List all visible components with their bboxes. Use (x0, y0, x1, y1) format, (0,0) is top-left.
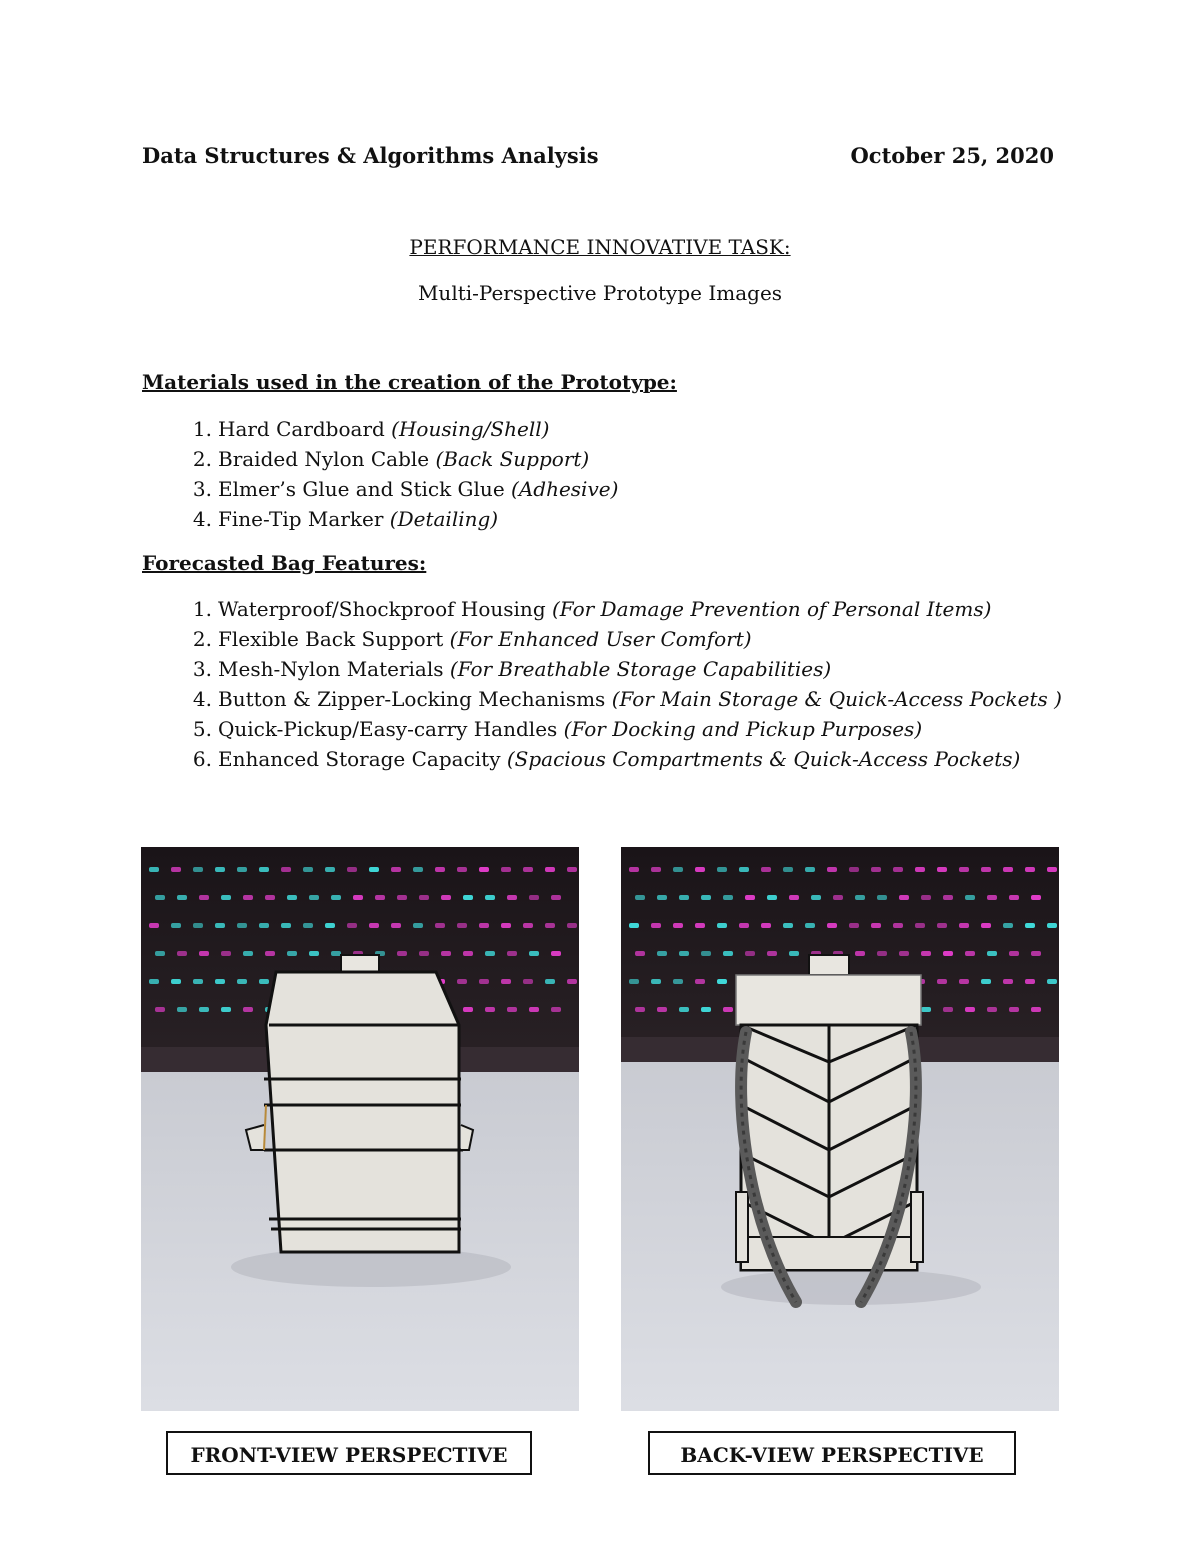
keyboard-key-light (695, 923, 705, 928)
keyboard-key-light (237, 867, 247, 872)
keyboard-key-light (915, 923, 925, 928)
keyboard-key-light (529, 1007, 539, 1012)
keyboard-key-light (567, 867, 577, 872)
keyboard-key-light (325, 867, 335, 872)
keyboard-key-light (347, 867, 357, 872)
keyboard-key-light (479, 923, 489, 928)
keyboard-key-light (215, 979, 225, 984)
keyboard-key-light (419, 895, 429, 900)
keyboard-key-light (739, 923, 749, 928)
keyboard-key-light (635, 951, 645, 956)
keyboard-key-light (155, 1007, 165, 1012)
keyboard-key-light (529, 895, 539, 900)
item-note: (For Docking and Pickup Purposes) (563, 717, 923, 741)
keyboard-key-light (629, 979, 639, 984)
keyboard-key-light (723, 895, 733, 900)
keyboard-key-light (651, 867, 661, 872)
keyboard-key-light (457, 979, 467, 984)
keyboard-key-light (1047, 923, 1057, 928)
keyboard-key-light (551, 951, 561, 956)
keyboard-key-light (303, 923, 313, 928)
keyboard-key-light (871, 867, 881, 872)
keyboard-key-light (673, 979, 683, 984)
item-text: Enhanced Storage Capacity (218, 747, 501, 771)
keyboard-key-light (523, 979, 533, 984)
keyboard-key-light (193, 979, 203, 984)
keyboard-key-light (259, 923, 269, 928)
item-note: (Spacious Compartments & Quick-Access Pockets) (506, 747, 1021, 771)
keyboard-key-light (701, 1007, 711, 1012)
keyboard-key-light (507, 1007, 517, 1012)
keyboard-key-light (369, 923, 379, 928)
item-note: (Detailing) (389, 507, 499, 531)
keyboard-key-light (215, 923, 225, 928)
keyboard-key-light (695, 979, 705, 984)
keyboard-key-light (479, 979, 489, 984)
keyboard-key-light (893, 923, 903, 928)
keyboard-key-light (193, 867, 203, 872)
keyboard-key-light (567, 923, 577, 928)
keyboard-key-light (545, 979, 555, 984)
keyboard-key-light (529, 951, 539, 956)
keyboard-key-light (221, 951, 231, 956)
keyboard-key-light (177, 951, 187, 956)
keyboard-key-light (375, 895, 385, 900)
keyboard-key-light (937, 979, 947, 984)
item-number: 5. (192, 717, 212, 741)
keyboard-key-light (1009, 895, 1019, 900)
item-note: (For Enhanced User Comfort) (449, 627, 752, 651)
item-note: (For Breathable Storage Capabilities) (449, 657, 832, 681)
list-item (168, 474, 618, 504)
keyboard-key-light (827, 923, 837, 928)
keyboard-key-light (745, 951, 755, 956)
keyboard-key-light (981, 923, 991, 928)
keyboard-key-light (243, 895, 253, 900)
keyboard-key-light (309, 951, 319, 956)
keyboard-key-light (177, 895, 187, 900)
item-number: 4. (192, 507, 212, 531)
keyboard-key-light (673, 867, 683, 872)
keyboard-key-light (221, 1007, 231, 1012)
keyboard-key-light (745, 895, 755, 900)
features-heading: Forecasted Bag Features: (142, 551, 427, 575)
keyboard-key-light (761, 923, 771, 928)
keyboard-key-light (717, 979, 727, 984)
keyboard-key-light (981, 867, 991, 872)
keyboard-key-light (833, 895, 843, 900)
keyboard-key-light (441, 895, 451, 900)
keyboard-key-light (501, 923, 511, 928)
keyboard-key-light (149, 867, 159, 872)
keyboard-key-light (877, 895, 887, 900)
keyboard-key-light (987, 895, 997, 900)
keyboard-key-light (259, 867, 269, 872)
keyboard-key-light (701, 951, 711, 956)
list-item (168, 714, 1062, 744)
keyboard-key-light (435, 923, 445, 928)
keyboard-key-light (1047, 867, 1057, 872)
keyboard-key-light (635, 1007, 645, 1012)
keyboard-key-light (871, 923, 881, 928)
item-text: Fine-Tip Marker (218, 507, 384, 531)
keyboard-key-light (463, 1007, 473, 1012)
keyboard-key-light (695, 867, 705, 872)
keyboard-key-light (221, 895, 231, 900)
keyboard-key-light (463, 895, 473, 900)
keyboard-key-light (457, 923, 467, 928)
keyboard-key-light (1031, 1007, 1041, 1012)
keyboard-key-light (827, 867, 837, 872)
keyboard-key-light (435, 867, 445, 872)
keyboard-key-light (789, 895, 799, 900)
keyboard-key-light (155, 895, 165, 900)
list-item (168, 414, 618, 444)
keyboard-key-light (281, 923, 291, 928)
keyboard-key-light (679, 1007, 689, 1012)
item-number: 6. (192, 747, 212, 771)
keyboard-key-light (767, 895, 777, 900)
keyboard-key-light (1031, 895, 1041, 900)
keyboard-key-light (651, 923, 661, 928)
keyboard-key-light (193, 923, 203, 928)
keyboard-key-light (651, 979, 661, 984)
keyboard-key-light (243, 951, 253, 956)
back-view-photo (621, 847, 1059, 1411)
keyboard-key-light (915, 867, 925, 872)
keyboard-key-light (921, 1007, 931, 1012)
features-list (168, 594, 1062, 774)
item-text: Quick-Pickup/Easy-carry Handles (218, 717, 558, 741)
keyboard-key-light (921, 951, 931, 956)
keyboard-key-light (1047, 979, 1057, 984)
keyboard-key-light (739, 867, 749, 872)
keyboard-key-light (937, 867, 947, 872)
keyboard-key-light (265, 951, 275, 956)
keyboard-key-light (635, 895, 645, 900)
list-item (168, 444, 618, 474)
keyboard-key-light (507, 951, 517, 956)
item-number: 2. (192, 447, 212, 471)
keyboard-key-light (171, 867, 181, 872)
keyboard-key-light (485, 895, 495, 900)
keyboard-key-light (921, 895, 931, 900)
keyboard-key-light (171, 979, 181, 984)
keyboard-key-light (523, 867, 533, 872)
keyboard-key-light (331, 951, 341, 956)
keyboard-key-light (441, 951, 451, 956)
keyboard-key-light (413, 867, 423, 872)
task-title: PERFORMANCE INNOVATIVE TASK: (409, 235, 791, 259)
keyboard-key-light (287, 951, 297, 956)
keyboard-key-light (1003, 923, 1013, 928)
list-item (168, 504, 618, 534)
keyboard-key-light (347, 923, 357, 928)
keyboard-key-light (987, 951, 997, 956)
keyboard-key-light (855, 895, 865, 900)
keyboard-key-light (463, 951, 473, 956)
keyboard-key-light (965, 951, 975, 956)
item-text: Braided Nylon Cable (218, 447, 430, 471)
keyboard-key-light (783, 867, 793, 872)
keyboard-key-light (959, 867, 969, 872)
item-text: Flexible Back Support (218, 627, 444, 651)
keyboard-key-light (629, 923, 639, 928)
keyboard-key-light (673, 923, 683, 928)
materials-list (168, 414, 618, 534)
keyboard-key-light (215, 867, 225, 872)
keyboard-key-light (177, 1007, 187, 1012)
keyboard-key-light (789, 951, 799, 956)
keyboard-key-light (1025, 923, 1035, 928)
keyboard-key-light (551, 895, 561, 900)
keyboard-key-light (391, 923, 401, 928)
task-subtitle: Multi-Perspective Prototype Images (417, 281, 783, 305)
keyboard-key-light (149, 923, 159, 928)
keyboard-key-light (523, 923, 533, 928)
keyboard-key-light (419, 951, 429, 956)
keyboard-key-light (265, 895, 275, 900)
keyboard-key-light (1003, 979, 1013, 984)
keyboard-key-light (723, 951, 733, 956)
keyboard-key-light (805, 923, 815, 928)
keyboard-key-light (717, 867, 727, 872)
keyboard-key-light (551, 1007, 561, 1012)
item-number: 3. (192, 657, 212, 681)
keyboard-key-light (237, 923, 247, 928)
keyboard-key-light (849, 867, 859, 872)
item-number: 2. (192, 627, 212, 651)
keyboard-key-light (237, 979, 247, 984)
keyboard-key-light (657, 951, 667, 956)
item-text: Hard Cardboard (218, 417, 385, 441)
keyboard-key-light (331, 895, 341, 900)
keyboard-key-light (849, 923, 859, 928)
list-item (168, 624, 1062, 654)
front-view-illustration (141, 847, 579, 1411)
item-text: Waterproof/Shockproof Housing (218, 597, 546, 621)
keyboard-key-light (899, 895, 909, 900)
keyboard-key-light (723, 1007, 733, 1012)
keyboard-key-light (281, 867, 291, 872)
item-note: (Adhesive) (511, 477, 619, 501)
item-note: (For Damage Prevention of Personal Items) (551, 597, 992, 621)
keyboard-key-light (965, 1007, 975, 1012)
keyboard-key-light (545, 867, 555, 872)
keyboard-key-light (485, 951, 495, 956)
keyboard-key-light (199, 951, 209, 956)
keyboard-key-light (937, 923, 947, 928)
keyboard-key-light (943, 895, 953, 900)
item-note: (For Main Storage & Quick-Access Pockets ) (611, 687, 1062, 711)
keyboard-key-light (485, 1007, 495, 1012)
item-number: 1. (192, 417, 212, 441)
keyboard-key-light (959, 923, 969, 928)
keyboard-key-light (899, 951, 909, 956)
keyboard-key-light (761, 867, 771, 872)
keyboard-key-light (981, 979, 991, 984)
item-text: Mesh-Nylon Materials (218, 657, 444, 681)
keyboard-key-light (353, 895, 363, 900)
keyboard-key-light (1003, 867, 1013, 872)
keyboard-key-light (199, 895, 209, 900)
keyboard-key-light (155, 951, 165, 956)
keyboard-key-light (959, 979, 969, 984)
item-note: (Back Support) (435, 447, 590, 471)
keyboard-key-light (501, 867, 511, 872)
course-title: Data Structures & Algorithms Analysis (142, 143, 599, 168)
item-number: 4. (192, 687, 212, 711)
keyboard-key-light (1009, 1007, 1019, 1012)
keyboard-key-light (811, 895, 821, 900)
keyboard-key-light (657, 1007, 667, 1012)
keyboard-key-light (303, 867, 313, 872)
list-item (168, 594, 1062, 624)
keyboard-key-light (629, 867, 639, 872)
keyboard-key-light (171, 923, 181, 928)
list-item (168, 744, 1062, 774)
keyboard-key-light (287, 895, 297, 900)
keyboard-key-light (943, 1007, 953, 1012)
front-view-photo (141, 847, 579, 1411)
document-date: October 25, 2020 (850, 143, 1054, 168)
keyboard-key-light (479, 867, 489, 872)
item-note: (Housing/Shell) (391, 417, 550, 441)
keyboard-key-light (199, 1007, 209, 1012)
item-text: Button & Zipper-Locking Mechanisms (218, 687, 606, 711)
keyboard-key-light (309, 895, 319, 900)
keyboard-key-light (567, 979, 577, 984)
keyboard-key-light (391, 867, 401, 872)
keyboard-key-light (259, 979, 269, 984)
keyboard-key-light (783, 923, 793, 928)
keyboard-key-light (457, 867, 467, 872)
keyboard-key-light (657, 895, 667, 900)
keyboard-key-light (717, 923, 727, 928)
keyboard-key-light (1009, 951, 1019, 956)
keyboard-key-light (501, 979, 511, 984)
keyboard-key-light (701, 895, 711, 900)
keyboard-key-light (397, 951, 407, 956)
back-view-caption: BACK-VIEW PERSPECTIVE (648, 1431, 1016, 1475)
bag-front (246, 955, 473, 1252)
materials-heading: Materials used in the creation of the Prototype: (142, 370, 677, 394)
front-view-caption: FRONT-VIEW PERSPECTIVE (166, 1431, 532, 1475)
keyboard-key-light (679, 951, 689, 956)
keyboard-key-light (767, 951, 777, 956)
keyboard-key-light (965, 895, 975, 900)
back-view-illustration (621, 847, 1059, 1411)
item-number: 3. (192, 477, 212, 501)
keyboard-key-light (893, 867, 903, 872)
keyboard-key-light (507, 895, 517, 900)
keyboard-key-light (243, 1007, 253, 1012)
item-number: 1. (192, 597, 212, 621)
list-item (168, 654, 1062, 684)
keyboard-key-light (805, 867, 815, 872)
list-item (168, 684, 1062, 714)
keyboard-key-light (413, 923, 423, 928)
keyboard-key-light (545, 923, 555, 928)
keyboard-key-light (855, 951, 865, 956)
keyboard-key-light (397, 895, 407, 900)
keyboard-key-light (1031, 951, 1041, 956)
keyboard-key-light (149, 979, 159, 984)
keyboard-key-light (1025, 979, 1035, 984)
item-text: Elmer’s Glue and Stick Glue (218, 477, 505, 501)
keyboard-key-light (987, 1007, 997, 1012)
keyboard-key-light (325, 923, 335, 928)
keyboard-key-light (1025, 867, 1035, 872)
keyboard-key-light (679, 895, 689, 900)
keyboard-key-light (369, 867, 379, 872)
keyboard-key-light (943, 951, 953, 956)
keyboard-key-light (877, 951, 887, 956)
